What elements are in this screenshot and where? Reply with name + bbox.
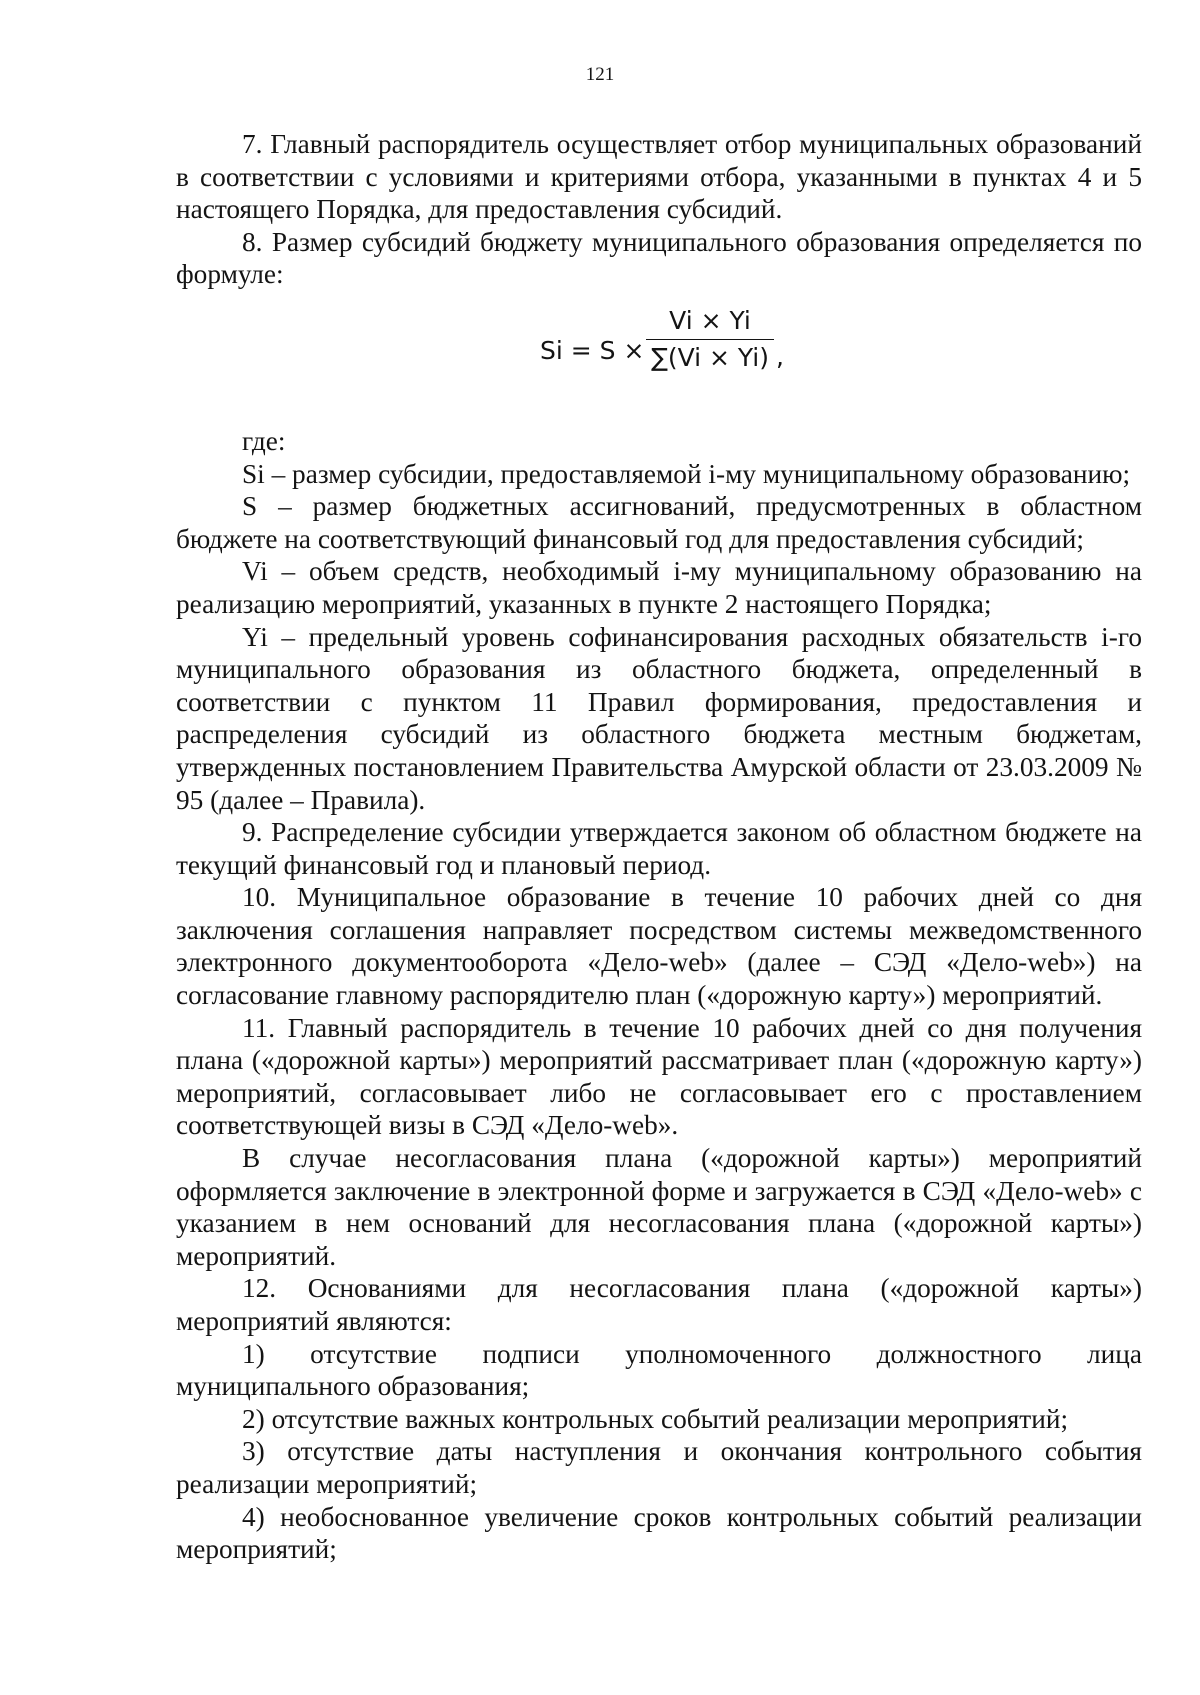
paragraph-10: 10. Муниципальное образование в течение 10 рабочих дней со дня заключения соглашения направляет посредством системы межведомственного электронного документооборота «Дело-web» (далее – СЭД «Дело-web») на согласование главному распорядителю план («дорожную карту») мероприятий.: [176, 882, 1142, 1011]
paragraph-11-disagreement: В случае несогласования плана («дорожной карты») мероприятий оформляется заключение в электронной форме и загружается в СЭД «Дело-web» с указанием в нем оснований для несогласования плана («дорожной карты») мероприятий.: [176, 1143, 1142, 1271]
definition-si: Si – размер субсидии, предоставляемой i-му муниципальному образованию;: [242, 458, 1131, 489]
list-item-3: 3) отсутствие даты наступления и окончания контрольного события реализации мероприятий;: [176, 1436, 1142, 1499]
where-label: где:: [242, 425, 286, 456]
paragraph-7: 7. Главный распорядитель осуществляет отбор муниципальных образований в соответствии с условиями и критериями отбора, указанными в пунктах 4 и 5 настоящего Порядка, для предоставления субсидий.: [176, 129, 1142, 225]
formula-denominator: ∑(Vi × Yi): [650, 342, 770, 372]
definition-s: S – размер бюджетных ассигнований, предусмотренных в областном бюджете на соответствующий финансовый год для предоставления субсидий;: [176, 491, 1142, 554]
subsidy-formula: [176, 305, 1142, 405]
formula-numerator: Vi × Yi: [669, 305, 751, 335]
formula-trailing-comma: ,: [776, 341, 784, 371]
list-item-4: 4) необоснованное увеличение сроков контрольных событий реализации мероприятий;: [176, 1501, 1142, 1565]
page-number: 121: [585, 64, 615, 85]
document-body: [176, 128, 1142, 1566]
definition-yi: Yi – предельный уровень софинансирования расходных обязательств i-го муниципального образования из областного бюджета, определенный в соответствии с пунктом 11 Правил формирования, предоставления и распределения субсидий из областного бюджета местным бюджетам, утвержденных постановлением Правительства Амурской области от 23.03.2009 № 95 (далее – Правила).: [176, 621, 1142, 815]
list-item-2: 2) отсутствие важных контрольных событий реализации мероприятий;: [242, 1403, 1069, 1434]
formula-lhs: Si = S ×: [540, 335, 645, 365]
paragraph-12: 12. Основаниями для несогласования плана («дорожной карты») мероприятий являются:: [176, 1273, 1142, 1336]
list-item-1: 1) отсутствие подписи уполномоченного должностного лица муниципального образования;: [176, 1338, 1142, 1402]
formula-fraction: [646, 305, 774, 374]
definition-vi: Vi – объем средств, необходимый i-му муниципальному образованию на реализацию мероприятий, указанных в пункте 2 настоящего Порядка;: [176, 556, 1142, 619]
paragraph-9: 9. Распределение субсидии утверждается законом об областном бюджете на текущий финансовый год и плановый период.: [176, 817, 1142, 880]
paragraph-11: 11. Главный распорядитель в течение 10 рабочих дней со дня получения плана («дорожной карты») мероприятий рассматривает план («дорожную карту») мероприятий, согласовывает либо не согласовывает его с проставлением соответствующей визы в СЭД «Дело-web».: [176, 1012, 1142, 1141]
paragraph-8: 8. Размер субсидий бюджету муниципального образования определяется по формуле:: [176, 226, 1142, 290]
fraction-bar: [646, 339, 774, 340]
